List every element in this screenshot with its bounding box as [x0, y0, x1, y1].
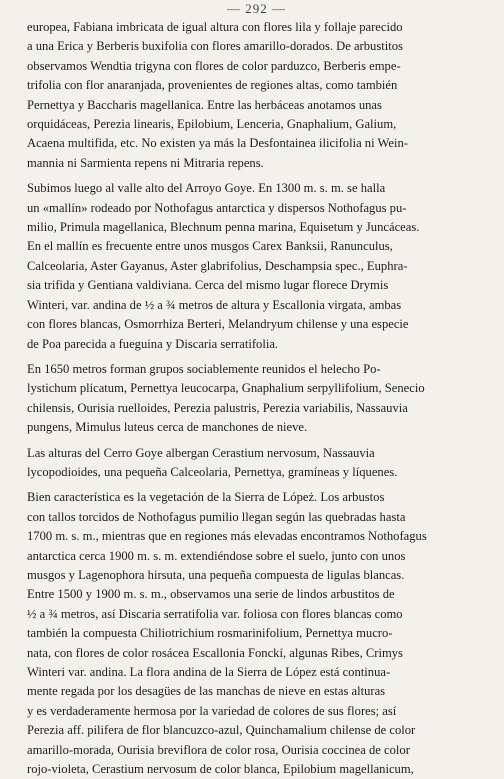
text-line: antarctica cerca 1900 m. s. m. extendiéndose sobre el suelo, junto con unos: [27, 548, 406, 563]
text-line: chilensis, Ourisia ruelloides, Perezia palustris, Perezia variabilis, Nassauvia: [27, 400, 408, 415]
paragraph-1: [27, 18, 486, 173]
text-line: Pernettya y Baccharis magellanica. Entre las herbáceas anotamos unas: [27, 97, 382, 112]
text-line: Winteri var. andina. La flora andina de la Sierra de López está continua-: [27, 665, 391, 679]
text-line: europea, Fabiana imbricata de igual altura con flores lila y follaje parecido: [27, 20, 403, 34]
text-line: amarillo-morada, Ourisia breviflora de color rosa, Ourisia coccinea de color: [27, 742, 410, 757]
text-line: con tallos torcidos de Nothofagus pumilio llegan según las quebradas hasta: [27, 509, 406, 524]
text-line: mannia ni Sarmienta repens ni Mitraria repens.: [27, 155, 264, 170]
text-line: Las alturas del Cerro Goye albergan Cerastium nervosum, Nassauvia: [27, 445, 375, 460]
text-line: a una Erica y Berberis buxifolia con flores amarillo-dorados. De arbustitos: [27, 39, 403, 54]
text-line: pungens, Mimulus luteus cerca de manchones de nieve.: [27, 420, 308, 435]
page-number: — 292 —: [227, 1, 286, 16]
text-line: orquidáceas, Perezia linearis, Epilobium, Lenceria, Gnaphalium, Galium,: [27, 117, 397, 132]
text-line: Acaena multifida, etc. No existen ya más la Desfontainea ilicifolia ni Wein-: [27, 136, 408, 151]
text-line: sia trifida y Gentiana valdiviana. Cerca del mismo lugar florece Drymis: [27, 278, 389, 293]
text-line: Perezia aff. pilifera de flor blancuzco-azul, Quinchamalium chilense de color: [27, 723, 416, 738]
text-line: trifolia con flor anaranjada, provenientes de regiones altas, como también: [27, 78, 398, 93]
text-line: Bien característica es la vegetación de la Sierra de Lópeż. Los arbustos: [27, 490, 385, 505]
text-line: con flores blancas, Osmorrhiza Berteri, Melandryum chilense y una especie: [27, 317, 409, 332]
text-line: de Poa parecida a fueguina y Discaria serratifolia.: [27, 336, 279, 351]
text-line: En 1650 metros forman grupos sociablemente reunidos el helecho Po-: [27, 361, 381, 376]
text-line: Winteri, var. andina de ½ a ¾ metros de altura y Escallonia virgata, ambas: [27, 297, 402, 312]
text-line: 1700 m. s. m., mientras que en regiones más elevadas encontramos Nothofagus: [27, 529, 427, 544]
paragraph-2: [27, 179, 486, 354]
text-line: un «mallín» rodeado por Nothofagus antarctica y dispersos Nothofagus pu-: [27, 200, 407, 215]
text-line: rojo-violeta, Cerastium nervosum de color blanca, Epilobium magellanicum,: [27, 762, 414, 777]
text-line: Calceolaria, Aster Gayanus, Aster glabrifolius, Deschampsia spec., Euphra-: [27, 258, 408, 273]
text-line: también la compuesta Chiliotrichium rosmarinifolium, Pernettya mucro-: [27, 626, 393, 641]
text-line: Subimos luego al valle alto del Arroyo Goye. En 1300 m. s. m. se halla: [27, 181, 386, 196]
text-line: milio, Primula magellanica, Blechnum penna marina, Equisetum y Juncáceas.: [27, 220, 420, 235]
text-line: lystichum plicatum, Pernettya leucocarpa, Gnaphalium serpyllifolium, Senecio: [27, 381, 425, 396]
text-line: nata, con flores de color rosácea Escallonia Fonckí, algunas Ribes, Crimys: [27, 645, 403, 660]
paragraph-5: [27, 488, 486, 779]
text-line: observamos Wendtia trigyna con flores de color parduzco, Berberis empe-: [27, 58, 401, 73]
text-line: mente regada por los desagües de las manchas de nieve en estas alturas: [27, 684, 386, 699]
text-line: ½ a ¾ metros, así Discaria serratifolia var. foliosa con flores blancas como: [27, 606, 403, 621]
text-line: y es verdaderamente hermosa por la variedad de colores de sus flores; así: [27, 703, 397, 718]
paragraph-4: [27, 444, 486, 483]
text-line: En el mallín es frecuente entre unos musgos Carex Banksii, Ranunculus,: [27, 239, 393, 254]
text-line: lycopodioides, una pequeña Calceolaria, Pernettya, gramíneas y líquenes.: [27, 464, 398, 479]
text-line: Entre 1500 y 1900 m. s. m., observamos una serie de lindos arbustitos de: [27, 587, 395, 602]
paragraph-3: [27, 360, 486, 438]
text-line: musgos y Lagenophora hirsuta, una pequeña compuesta de ligulas blancas.: [27, 567, 405, 582]
